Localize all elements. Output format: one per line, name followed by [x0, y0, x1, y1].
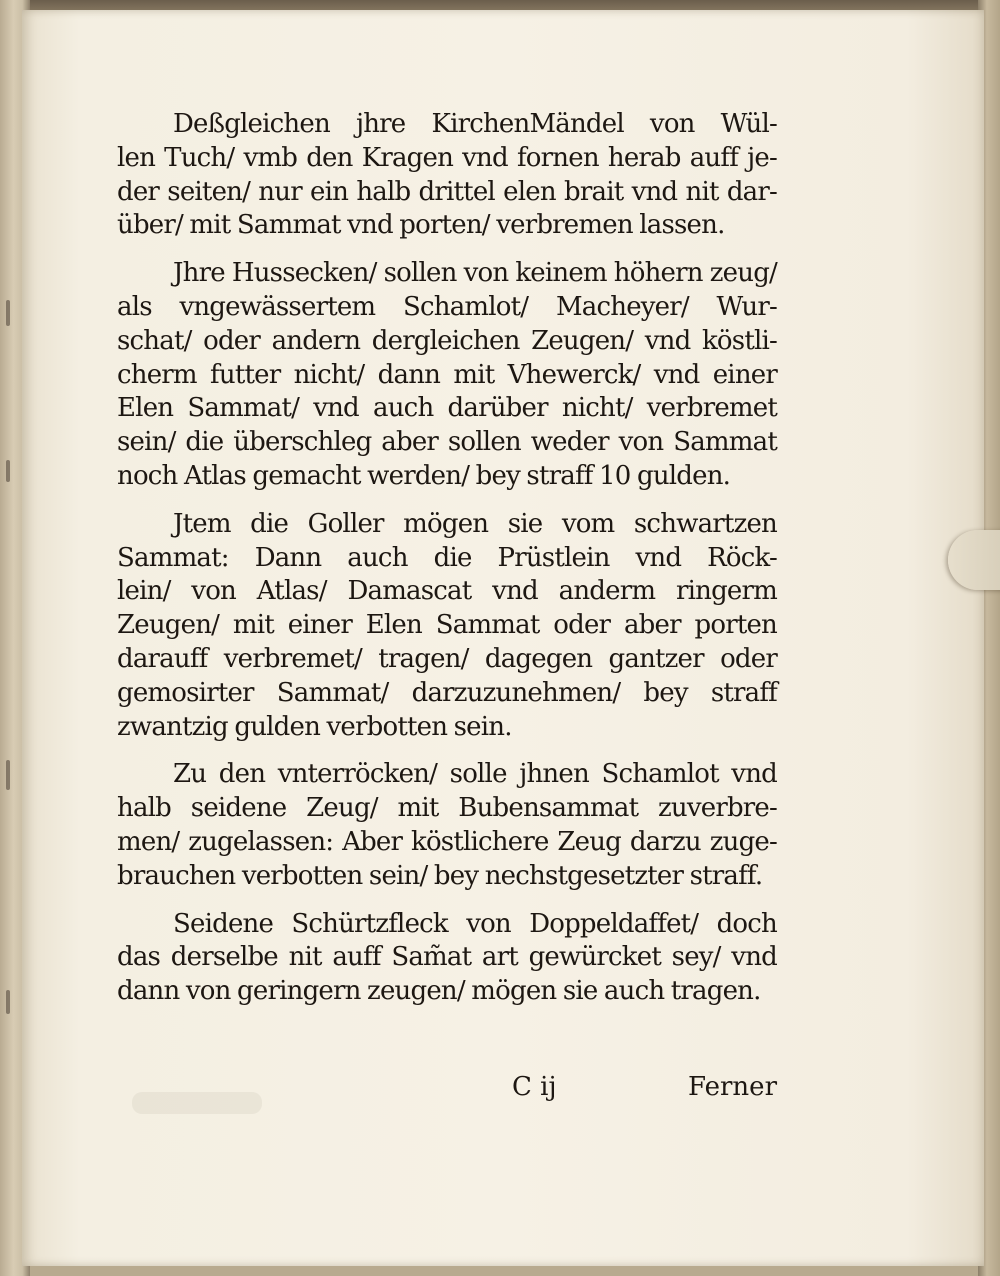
text-line: als vngewässertem Schamlot/ Macheyer/ Wur- — [117, 291, 777, 322]
text-line: Seidene Schürtzfleck von Doppeldaffet/ doch — [173, 908, 777, 939]
text-line: lein/ von Atlas/ Damascat vnd anderm ringerm — [117, 576, 777, 607]
paragraph — [117, 908, 777, 1009]
text-line: über/ mit Sammat vnd porten/ verbremen lassen. — [117, 210, 725, 241]
signature-mark: C ij — [512, 1072, 557, 1102]
paragraph — [117, 108, 777, 243]
text-line: der seiten/ nur ein halb drittel elen brait vnd nit dar- — [117, 176, 777, 207]
text-line: men/ zugelassen: Aber köstlichere Zeug darzu zuge- — [117, 826, 777, 857]
text-line: sein/ die überschleg aber sollen weder von Sammat — [117, 427, 777, 458]
text-line: schat/ oder andern dergleichen Zeugen/ vnd köstli- — [117, 325, 777, 356]
catchword: Ferner — [688, 1072, 777, 1102]
edge-ink-mark — [6, 460, 10, 482]
edge-ink-mark — [6, 760, 10, 790]
text-line: cherm futter nicht/ dann mit Vhewerck/ vnd einer — [117, 359, 777, 390]
text-line: gemosirter Sammat/ darzuzunehmen/ bey straff — [117, 677, 777, 708]
text-line: das derselbe nit auff Sam̃at art gewürcket sey/ vnd — [117, 942, 777, 973]
paragraph — [117, 508, 777, 745]
edge-ink-mark — [6, 300, 10, 326]
text-line: Deßgleichen jhre KirchenMändel von Wül- — [173, 109, 777, 139]
text-line: Jhre Hussecken/ sollen von keinem höhern zeug/ — [173, 258, 777, 289]
text-line: Zeugen/ mit einer Elen Sammat oder aber porten — [117, 610, 777, 641]
text-line: Jtem die Goller mögen sie vom schwartzen — [173, 508, 777, 539]
text-line: Sammat: Dann auch die Prüstlein vnd Röck- — [117, 542, 777, 573]
body-text — [117, 108, 777, 1023]
paragraph — [117, 758, 777, 893]
text-line: dann von geringern zeugen/ mögen sie auch tragen. — [117, 976, 761, 1007]
text-line: halb seidene Zeug/ mit Bubensammat zuverbre- — [117, 793, 777, 824]
text-line: Zu den vnterröcken/ solle jhnen Schamlot vnd — [173, 759, 777, 790]
text-line: darauff verbremet/ tragen/ dagegen gantzer oder — [117, 643, 777, 674]
text-line: brauchen verbotten sein/ bey nechstgesetzter straff. — [117, 860, 763, 891]
book-page — [22, 10, 984, 1266]
text-line: noch Atlas gemacht werden/ bey straff 10 gulden. — [117, 460, 731, 491]
text-line: Elen Sammat/ vnd auch darüber nicht/ verbremet — [117, 393, 777, 424]
page-clip — [948, 530, 1000, 590]
edge-ink-mark — [6, 990, 10, 1014]
page-footer — [117, 1072, 777, 1108]
text-line: len Tuch/ vmb den Kragen vnd fornen herab auff je- — [117, 142, 777, 173]
paragraph — [117, 257, 777, 494]
text-line: zwantzig gulden verbotten sein. — [117, 711, 512, 742]
